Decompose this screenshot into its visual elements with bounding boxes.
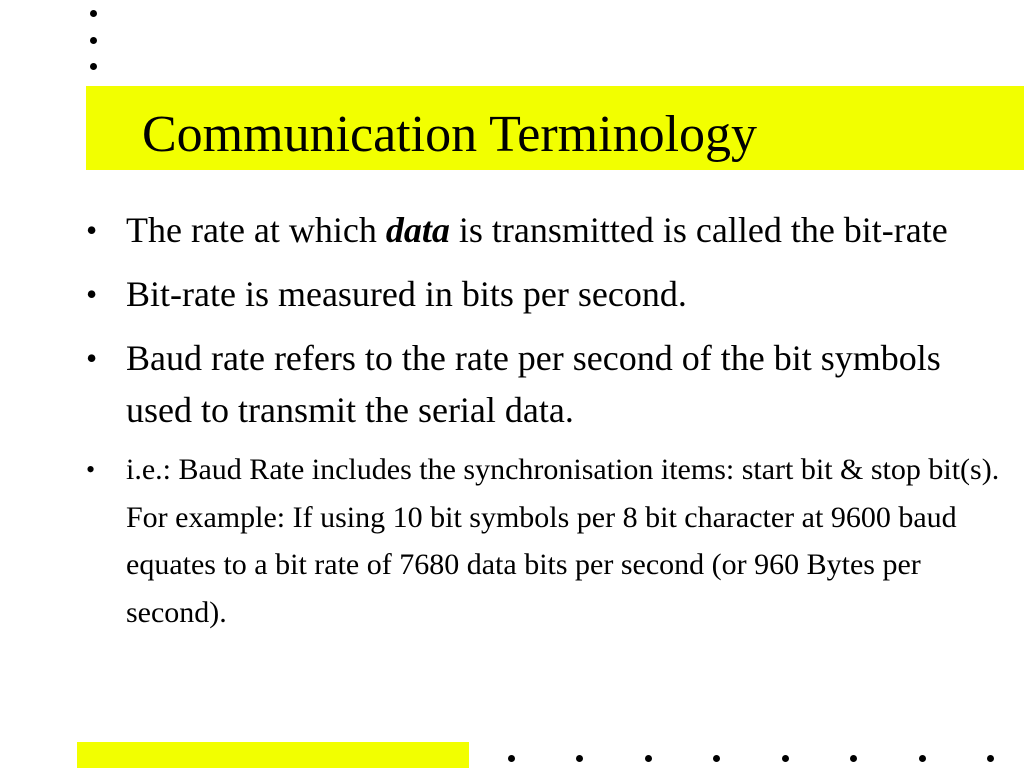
decorative-bottom-dots bbox=[508, 755, 998, 765]
bullet-item-bit-rate bbox=[86, 204, 1001, 256]
decorative-dot bbox=[645, 755, 652, 762]
slide-title: Communication Terminology bbox=[142, 106, 758, 163]
decorative-dot bbox=[713, 755, 720, 762]
bullet-item-example bbox=[86, 446, 1001, 636]
decorative-dot bbox=[90, 37, 97, 44]
decorative-dot bbox=[90, 10, 97, 17]
decorative-top-dots bbox=[87, 10, 99, 74]
decorative-dot bbox=[90, 63, 97, 70]
decorative-dot bbox=[576, 755, 583, 762]
bullet-text-emphasis: data bbox=[385, 210, 450, 250]
bullet-text: Bit-rate is measured in bits per second. bbox=[126, 274, 687, 314]
bullet-glyph: • bbox=[86, 340, 98, 376]
bullet-text-before: The rate at which bbox=[126, 210, 386, 250]
bullet-item-bits-per-second bbox=[86, 268, 1001, 320]
decorative-dot bbox=[782, 755, 789, 762]
bullet-text-after: is transmitted is called the bit-rate bbox=[449, 210, 948, 250]
decorative-dot bbox=[508, 755, 515, 762]
bullet-item-baud-rate bbox=[86, 332, 1001, 436]
decorative-dot bbox=[919, 755, 926, 762]
bullet-glyph: • bbox=[86, 212, 98, 248]
decorative-dot bbox=[987, 755, 994, 762]
bullet-text: i.e.: Baud Rate includes the synchronisation items: start bit & stop bit(s). For example: If using 10 bit symbols per 8 bit character at 9600 baud equates to a bit rate of 7680 data bits per second (or 960 Bytes per second). bbox=[126, 453, 1000, 629]
bottom-highlight-bar bbox=[77, 742, 469, 768]
bullet-text: Baud rate refers to the rate per second of the bit symbols used to transmit the serial data. bbox=[126, 338, 941, 430]
bullet-glyph: • bbox=[86, 455, 96, 484]
bullet-glyph: • bbox=[86, 276, 98, 312]
decorative-dot bbox=[850, 755, 857, 762]
bullet-list bbox=[86, 204, 1001, 636]
